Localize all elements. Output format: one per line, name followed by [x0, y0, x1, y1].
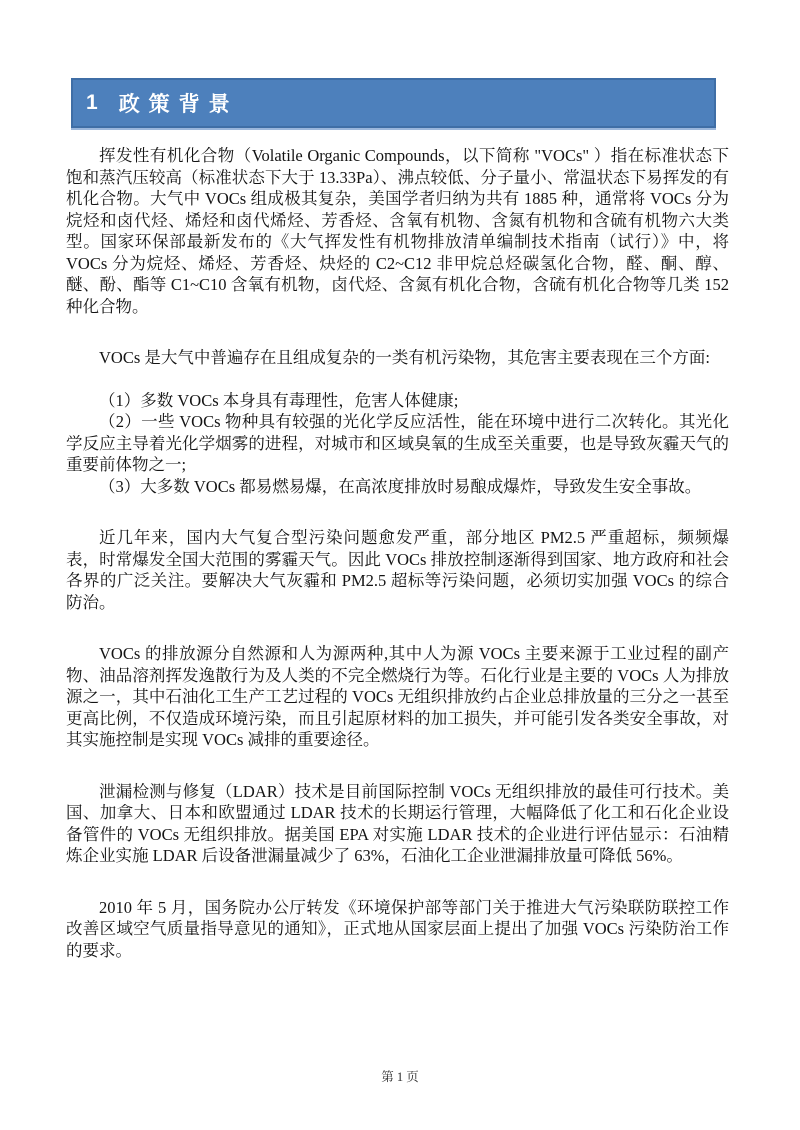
hazard-item-photochemical: （2）一些 VOCs 物种具有较强的光化学反应活性，能在环境中进行二次转化。其光化学反应主导着光化学烟雾的进程，对城市和区域臭氧的生成至关重要，也是导致灰霾天气的重要前体物之一;	[66, 412, 729, 474]
paragraph-policy-2010: 2010 年 5 月，国务院办公厅转发《环境保护部等部门关于推进大气污染联防联控工作改善区域空气质量指导意见的通知》，正式地从国家层面上提出了加强 VOCs 污染防治工作的要求。	[66, 897, 729, 960]
heading-title: 政策背景	[118, 93, 239, 116]
paragraph-emission-sources: VOCs 的排放源分自然源和人为源两种,其中人为源 VOCs 主要来源于工业过程的副产物、油品溶剂挥发逸散行为及人类的不完全燃烧行为等。石化行业是主要的 VOCs 人为排放源之一，其中石油化工生产工艺过程的 VOCs 无组织排放约占企业总排放量的三分之一甚至更高比例，不仅造成环境污染，而且引起原材料的加工损失，并可能引发各类安全事故，对其实施控制是实现 VOCs 减排的重要途径。	[66, 644, 729, 749]
document-body	[66, 145, 729, 961]
paragraph-voc-definition: 挥发性有机化合物（Volatile Organic Compounds，以下简称 "VOCs" ）指在标准状态下饱和蒸汽压较高（标准状态下大于 13.33Pa）、沸点较低、分子量小、常温状态下易挥发的有机化合物。大气中 VOCs 组成极其复杂，美国学者归纳为共有 1885 种，通常将 VOCs 分为烷烃和卤代烃、烯烃和卤代烯烃、芳香烃、含氧有机物、含氮有机物和含硫有机物六大类型。国家环保部最新发布的《大气挥发性有机物排放清单编制技术指南（试行）》中，将 VOCs 分为烷烃、烯烃、芳香烃、炔烃的 C2~C12 非甲烷总烃碳氢化合物，醛、酮、醇、醚、酚、酯等 C1~C10 含氧有机物，卤代烃、含氮有机化合物，含硫有机化合物等几类 152 种化合物。	[66, 146, 729, 316]
paragraph-ldar-technology: 泄漏检测与修复（LDAR）技术是目前国际控制 VOCs 无组织排放的最佳可行技术。美国、加拿大、日本和欧盟通过 LDAR 技术的长期运行管理，大幅降低了化工和石化企业设备管件的 VOCs 无组织排放。据美国 EPA 对实施 LDAR 技术的企业进行评估显示：石油精炼企业实施 LDAR 后设备泄漏量减少了 63%，石油化工企业泄漏排放量可降低 56%。	[66, 781, 729, 865]
paragraph-haze-problem: 近几年来，国内大气复合型污染问题愈发严重，部分地区 PM2.5 严重超标，频频爆表，时常爆发全国大范围的雾霾天气。因此 VOCs 排放控制逐渐得到国家、地方政府和社会各界的广泛关注。要解决大气灰霾和 PM2.5 超标等污染问题，必须切实加强 VOCs 的综合防治。	[66, 528, 729, 612]
heading-number: 1	[86, 91, 98, 114]
hazard-item-explosive: （3）大多数 VOCs 都易燃易爆，在高浓度排放时易酿成爆炸，导致发生安全事故。	[99, 476, 702, 496]
hazard-item-toxicity: （1）多数 VOCs 本身具有毒理性，危害人体健康;	[99, 390, 459, 410]
page-footer	[0, 1067, 800, 1085]
hazard-list	[66, 390, 729, 498]
section-heading-bar	[71, 78, 716, 128]
paragraph-hazard-intro: VOCs 是大气中普遍存在且组成复杂的一类有机污染物，其危害主要表现在三个方面:	[99, 348, 710, 367]
page-number-label: 第 1 页	[381, 1070, 419, 1084]
